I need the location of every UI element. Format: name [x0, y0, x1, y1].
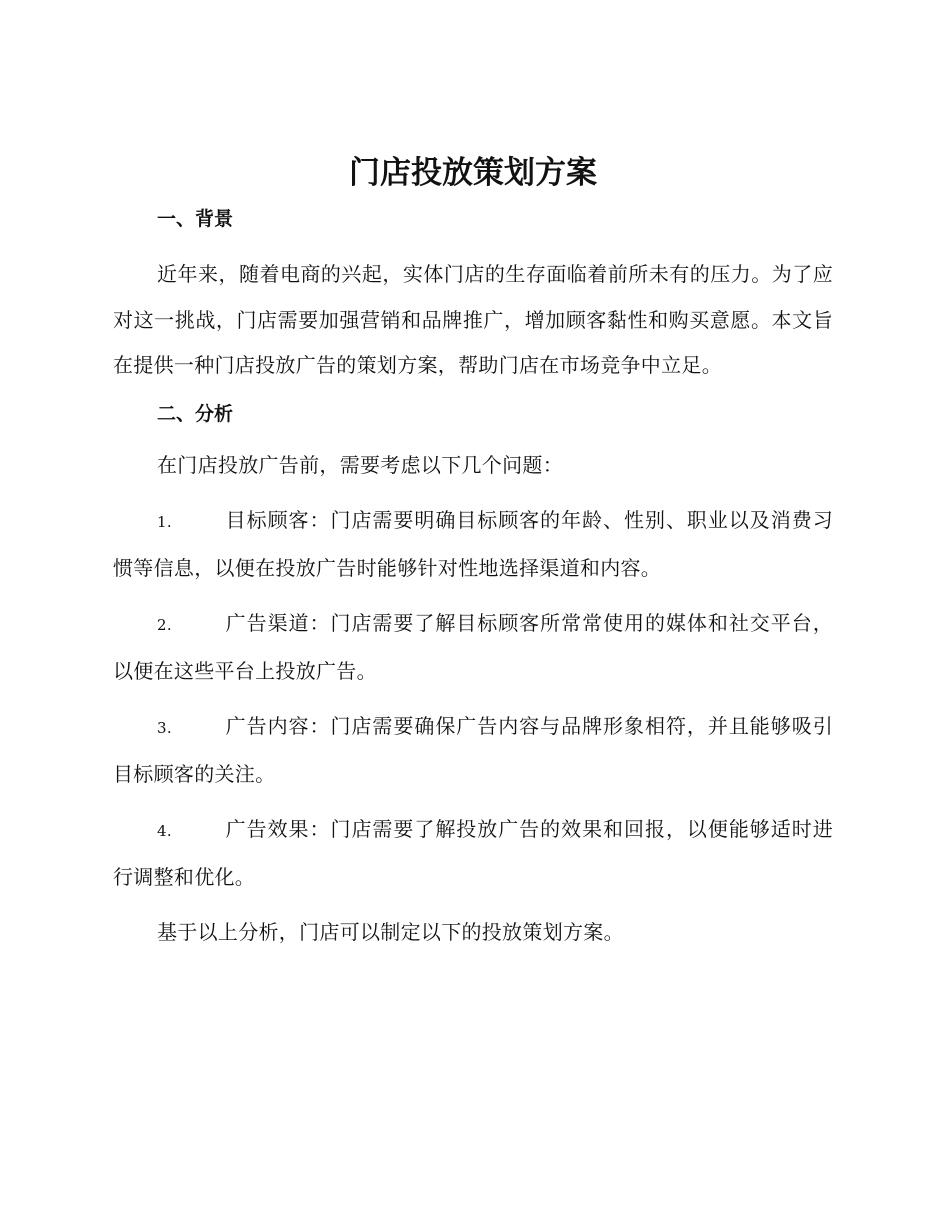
list-item	[113, 704, 833, 797]
list-item-text: 广告效果：门店需要了解投放广告的效果和回报，以便能够适时进行调整和优化。	[113, 817, 833, 889]
list-item-text: 目标顾客：门店需要明确目标顾客的年龄、性别、职业以及消费习惯等信息，以便在投放广告时能够针对性地选择渠道和内容。	[113, 508, 833, 580]
background-paragraph: 近年来，随着电商的兴起，实体门店的生存面临着前所未有的压力。为了应对这一挑战，门店需要加强营销和品牌推广，增加顾客黏性和购买意愿。本文旨在提供一种门店投放广告的策划方案，帮助门店在市场竞争中立足。	[113, 262, 833, 377]
section-heading-background: 一、背景	[157, 208, 234, 230]
list-item-number: 2.	[157, 616, 172, 634]
list-item-text: 广告内容：门店需要确保广告内容与品牌形象相符，并且能够吸引目标顾客的关注。	[113, 714, 833, 786]
list-item-text: 广告渠道：门店需要了解目标顾客所常常使用的媒体和社交平台，以便在这些平台上投放广告。	[113, 611, 833, 683]
document-body	[113, 146, 833, 956]
analysis-intro: 在门店投放广告前，需要考虑以下几个问题：	[157, 452, 563, 477]
document-title: 门店投放策划方案	[349, 155, 597, 191]
list-item	[113, 601, 833, 694]
list-item-number: 4.	[157, 822, 172, 840]
analysis-conclusion: 基于以上分析，门店可以制定以下的投放策划方案。	[157, 920, 624, 944]
list-item	[113, 498, 833, 591]
list-item	[113, 807, 833, 900]
section-heading-analysis: 二、分析	[157, 402, 234, 425]
list-item-number: 1.	[157, 513, 172, 531]
list-item-number: 3.	[157, 719, 172, 737]
